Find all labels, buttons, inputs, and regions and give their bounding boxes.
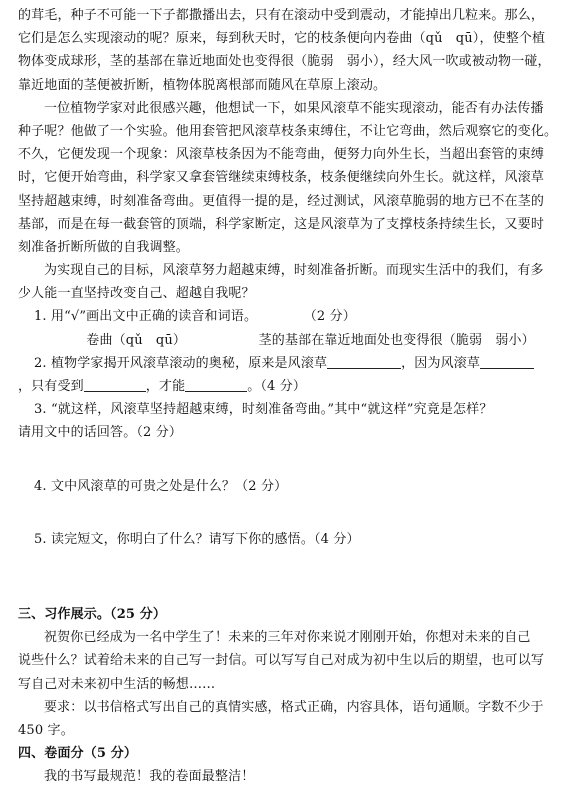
passage-line: 一位植物学家对此很感兴趣，他想试一下，如果风滚草不能实现滚动，能否有办法传播 <box>44 100 544 116</box>
passage-line: 不久，它便发现一个现象：风滚草枝条因为不能弯曲，便努力向外生长，当超出套管的束缚 <box>18 147 545 163</box>
section-3-requirement: 450 字。 <box>18 722 74 738</box>
passage-line: 的茸毛，种子不可能一下子都撒播出去，只有在滚动中受到震动，才能掉出几粒来。那么， <box>18 8 545 23</box>
question-2-line2 <box>18 375 563 398</box>
question-1-options <box>18 329 563 352</box>
answer-space[interactable] <box>18 498 563 528</box>
question-1 <box>18 305 563 328</box>
passage-line: 基部，而是在每一截套管的顶端，科学家断定，这是风滚草为了支撑枝条持续生长，又要时 <box>18 216 545 232</box>
question-2-text: 2. 植物学家揭开风滚草滚动的奥秘，原来是风滚草 <box>34 355 328 371</box>
passage-line: 坚持超越束缚，时刻准备弯曲。更值得一提的是，经过测试，风滚草脆弱的地方已不在茎的 <box>18 193 545 209</box>
passage-line: 刻准备折断所做的自我调整。 <box>18 239 189 255</box>
answer-space[interactable] <box>18 551 563 581</box>
passage-line: 物体变成球形，茎的基部在靠近地面处也变得很（脆弱 弱小），经大风一吹或被动物一碰， <box>18 54 551 70</box>
passage-line: 它们是怎么实现滚动的呢？原来，每到秋天时，它的枝条便向内卷曲（qǔ qū），使整个植 <box>18 31 546 47</box>
answer-space[interactable] <box>18 581 563 603</box>
answer-space[interactable] <box>18 445 563 475</box>
passage-line: 时，它便开始弯曲，科学家又拿套管继续束缚枝条，枝条便继续向外生长。就这样，风滚草 <box>18 170 545 186</box>
question-2-score: 。（4 分） <box>247 379 307 394</box>
section-4-line: 我的书写最规范！我的卷面最整洁！ <box>44 769 255 785</box>
passage-line: 靠近地面的茎便被折断，植物体脱离根部而随风在草原上滚动。 <box>18 77 387 93</box>
passage-line: 为实现自己的目标，风滚草努力超越束缚，时刻准备折断。而现实生活中的我们，有多 <box>44 263 544 279</box>
question-2-line1 <box>18 352 563 375</box>
passage-line: 种子呢？他做了一个实验。他用套管把风滚草枝条束缚住，不让它弯曲，然后观察它的变化。 <box>18 123 558 139</box>
exam-page <box>18 4 563 788</box>
section-3-line: 祝贺你已经成为一名中学生了！未来的三年对你来说才刚刚开始，你想对未来的自己 <box>44 630 531 646</box>
option-reading[interactable]: 卷曲（qǔ qū） <box>86 332 187 348</box>
question-3-text: 3. “就这样，风滚草坚持超越束缚，时刻准备弯曲。”其中“就这样”究竟是怎样？ <box>34 402 493 418</box>
section-4-title: 四、卷面分（5 分） <box>18 746 138 762</box>
section-3-requirement: 要求：以书信格式写出自己的真情实感，格式正确，内容具体，语句通顺。字数不少于 <box>44 699 544 715</box>
section-3-line: 说些什么？试着给未来的自己写一封信。可以写写自己对成为初中生以后的期望，也可以写 <box>18 653 545 669</box>
question-1-text: 1. 用“√”画出文中正确的读音和词语。 <box>34 309 258 325</box>
section-3-line: 写自己对未来初中生活的畅想…… <box>18 676 216 692</box>
answer-blank[interactable] <box>185 377 247 392</box>
question-5-text: 5. 读完短文，你明白了什么？请写下你的感悟。（4 分） <box>34 531 360 547</box>
section-3-title: 三、习作展示。（25 分） <box>18 606 167 622</box>
question-4-text: 4. 文中风滚草的可贵之处是什么？（2 分） <box>34 478 288 494</box>
question-3-text: 请用文中的话回答。（2 分） <box>18 425 183 441</box>
question-2-text: ，只有受到 <box>18 379 84 394</box>
answer-blank[interactable] <box>327 354 401 369</box>
question-2-text: ，才能 <box>145 379 186 394</box>
question-1-score: （2 分） <box>303 309 356 325</box>
answer-blank[interactable] <box>480 354 534 369</box>
answer-blank[interactable] <box>84 377 146 392</box>
passage-line: 少人能一直坚持改变自己、超越自我呢？ <box>18 286 255 302</box>
option-word[interactable]: 茎的基部在靠近地面处也变得很（脆弱 弱小） <box>258 332 535 348</box>
question-2-text: ，因为风滚草 <box>401 355 481 371</box>
